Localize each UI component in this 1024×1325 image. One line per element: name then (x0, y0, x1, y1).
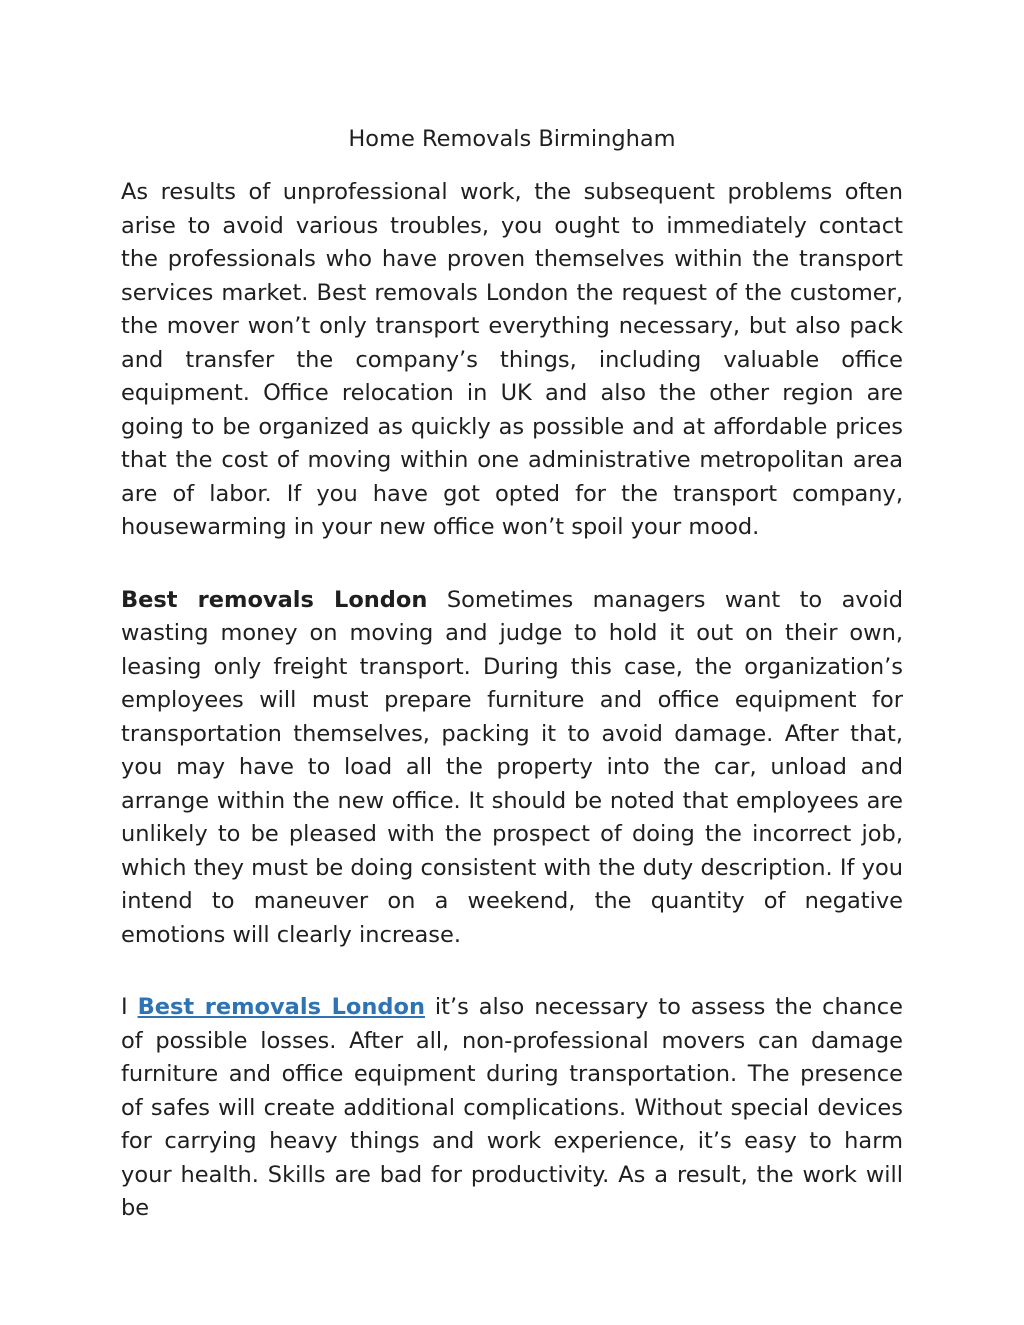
paragraph-2-lead: Best removals London (121, 586, 428, 613)
paragraph-3 (121, 991, 903, 1226)
document-title: Home Removals Birmingham (348, 126, 676, 152)
paragraph-3-text: it’s also necessary to assess the chance of possible losses. After all, non-professional movers can damage furniture and office equipment during transportation. The presence of safes will create additional complications. Without special devices for carrying heavy things and work experience, it’s easy to harm your health. Skills are bad for productivity. As a result, the work will be (121, 994, 903, 1221)
best-removals-london-link[interactable]: Best removals London (137, 994, 425, 1020)
document-page (121, 0, 903, 1226)
paragraph-1: As results of unprofessional work, the subsequent problems often arise to avoid various troubles, you ought to immediately contact the professionals who have proven themselves within the transport services market. Best removals London the request of the customer, the mover won’t only transport everything necessary, but also pack and transfer the company’s things, including valuable office equipment. Office relocation in UK and also the other region are going to be organized as quickly as possible and at affordable prices that the cost of moving within one administrative metropolitan area are of labor. If you have got opted for the transport company, housewarming in your new office won’t spoil your mood. (121, 179, 903, 540)
paragraph-3-prefix: I (121, 994, 138, 1020)
paragraph-2 (121, 584, 903, 953)
paragraph-2-text: Sometimes managers want to avoid wasting money on moving and judge to hold it out on their own, leasing only freight transport. During this case, the organization’s employees will must prepare furniture and office equipment for transportation themselves, packing it to avoid damage. After that, you may have to load all the property into the car, unload and arrange within the new office. It should be noted that employees are unlikely to be pleased with the prospect of doing the incorrect job, which they must be doing consistent with the duty description. If you intend to maneuver on a weekend, the quantity of negative emotions will clearly increase. (121, 586, 903, 948)
